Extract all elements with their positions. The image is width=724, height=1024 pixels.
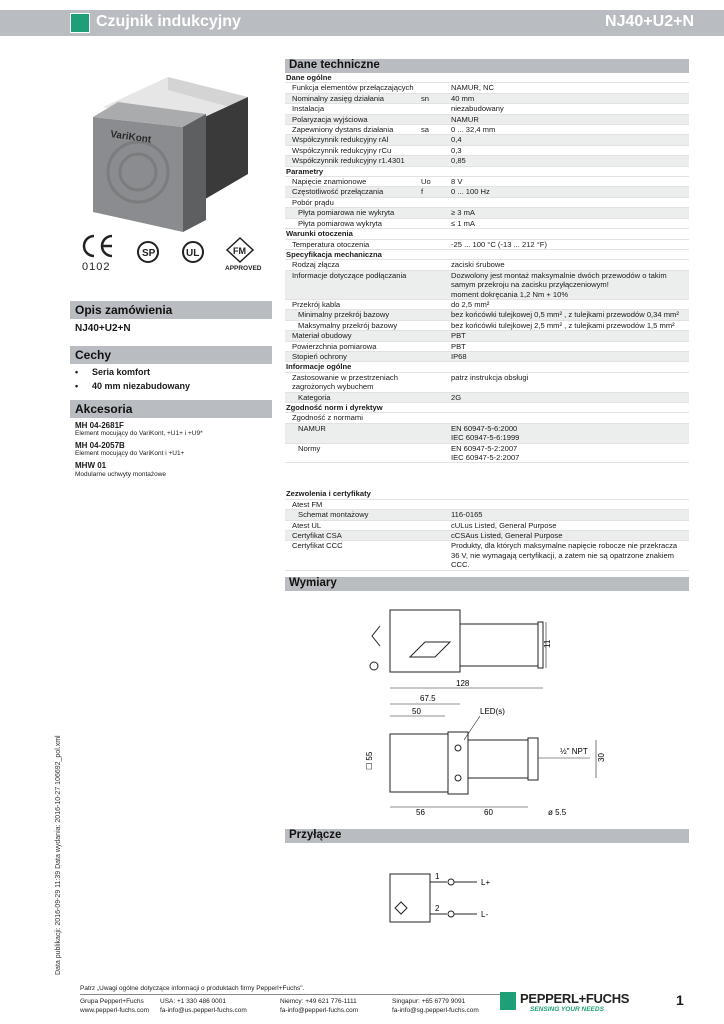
svg-text:2: 2: [435, 904, 440, 913]
spec-row: [285, 300, 689, 310]
spec-label: Napięcie znamionowe: [292, 177, 367, 187]
spec-value: 0,4: [451, 135, 462, 145]
spec-label: Współczynnik redukcyjny rAl: [292, 135, 389, 145]
spec-row: [285, 271, 689, 300]
footer-contact-group: Grupa Pepperl+Fuchs www.pepperl-fuchs.com: [80, 998, 149, 1014]
spec-symbol: [421, 300, 451, 309]
spec-label: Minimalny przekrój bazowy: [298, 310, 390, 320]
spec-value: 0,85: [451, 156, 466, 166]
spec-symbol: sa: [421, 125, 430, 135]
spec-group-heading: Informacje ogólne: [285, 362, 689, 372]
spec-label: Współczynnik redukcyjny r1.4301: [292, 156, 405, 166]
spec-row: [285, 331, 689, 341]
spec-row: [285, 413, 689, 423]
spec-row: [285, 83, 689, 93]
feature-item: • Seria komfort: [75, 367, 150, 377]
spec-symbol: sn: [421, 93, 430, 103]
spec-symbol: [421, 393, 451, 402]
spec-row: [285, 146, 689, 156]
spec-value: bez końcówki tulejkowej 2,5 mm² , z tulejkami przewodów 1,5 mm²: [451, 320, 675, 330]
spec-symbol: [421, 500, 451, 509]
svg-text:1: 1: [435, 872, 440, 881]
brand-label: VariKont: [109, 129, 152, 146]
spec-label: Certyfikat CSA: [292, 531, 342, 541]
spec-value: 0 ... 100 Hz: [451, 187, 490, 197]
spec-symbol: [421, 146, 451, 155]
spec-symbol: [421, 271, 451, 299]
spec-label: Polaryzacja wyjściowa: [292, 114, 368, 124]
spec-label: Częstotliwość przełączania: [292, 187, 384, 197]
spec-symbol: [421, 156, 451, 165]
spec-value: ≥ 3 mA: [451, 208, 476, 218]
spec-row: [285, 310, 689, 320]
spec-symbol: [421, 219, 451, 228]
spec-label: Pobór prądu: [292, 197, 334, 207]
spec-group-heading: Dane ogólne: [285, 73, 689, 83]
spec-symbol: [421, 331, 451, 340]
ce-mark-icon: [84, 236, 112, 256]
order-value: NJ40+U2+N: [75, 323, 131, 334]
spec-value: 2G: [451, 392, 462, 402]
mounting-hole-icon: [370, 662, 378, 670]
spec-label: Zgodność z normami: [292, 413, 363, 423]
spec-value: PBT: [451, 331, 466, 341]
certification-logos: [80, 232, 280, 274]
spec-label: Zastosowanie w przestrzeniach zagrożonych wybuchem: [292, 372, 398, 392]
spec-label: Stopień ochrony: [292, 351, 347, 361]
spec-symbol: [421, 444, 451, 463]
spec-gap: [285, 463, 689, 489]
spec-row: [285, 342, 689, 352]
fm-approved-icon: [225, 238, 262, 272]
spec-row: [285, 321, 689, 331]
spec-label: Atest UL: [292, 520, 322, 530]
spec-row: [285, 424, 689, 444]
spec-label: NAMUR: [298, 423, 326, 433]
spec-row: [285, 198, 689, 208]
svg-text:11: 11: [543, 639, 552, 648]
spec-value: 8 V: [451, 177, 463, 187]
spec-label: Rodzaj złącza: [292, 260, 340, 270]
spec-label: Maksymalny przekrój bazowy: [298, 320, 398, 330]
spec-symbol: [421, 240, 451, 249]
spec-value: Dozwolony jest montaż maksymalnie dwóch przewodów o takim samym przekroju na zacisku przyłączeniowym! moment dokręcania 1,2 Nm + 10%: [451, 270, 667, 299]
spec-symbol: [421, 104, 451, 113]
svg-text:½" NPT: ½" NPT: [560, 747, 588, 756]
spec-row: [285, 531, 689, 541]
spec-value: cCSAus Listed, General Purpose: [451, 531, 563, 541]
spec-row: [285, 352, 689, 362]
spec-label: Kategoria: [298, 392, 331, 402]
spec-label: Płyta pomiarowa wykryta: [298, 218, 382, 228]
svg-text:☐ 55: ☐ 55: [365, 751, 374, 770]
svg-text:APPROVED: APPROVED: [225, 265, 262, 272]
spec-value: 40 mm: [451, 93, 475, 103]
spec-value: 0,3: [451, 145, 462, 155]
spec-label: Atest FM: [292, 499, 323, 509]
spec-row: [285, 444, 689, 464]
spec-row: [285, 240, 689, 250]
accessory-code[interactable]: MH 04-2681F: [75, 421, 124, 430]
logo-mark-icon: [500, 992, 516, 1010]
accessory-code[interactable]: MH 04-2057B: [75, 441, 125, 450]
header-bar: [0, 10, 724, 36]
spec-symbol: [421, 83, 451, 92]
svg-text:60: 60: [484, 808, 493, 817]
spec-row: [285, 187, 689, 197]
svg-text:67.5: 67.5: [420, 694, 436, 703]
spec-symbol: [421, 531, 451, 540]
spec-group-heading: Specyfikacja mechaniczna: [285, 250, 689, 260]
spec-label: Instalacja: [292, 104, 325, 114]
spec-value: cULus Listed, General Purpose: [451, 520, 557, 530]
spec-label: Materiał obudowy: [292, 331, 352, 341]
spec-label: Zapewniony dystans działania: [292, 125, 394, 135]
spec-symbol: [421, 198, 451, 207]
spec-row: [285, 393, 689, 403]
sensor-symbol-icon: [395, 902, 407, 914]
ce-number: 0102: [82, 261, 111, 273]
spec-group-heading: Zezwolenia i certyfikaty: [285, 489, 689, 499]
publication-date-note: Data publikacji: 2016-09-29 11:39 Data wydania: 2016-10-27 106692_pol.xml: [55, 735, 62, 975]
spec-label: Płyta pomiarowa nie wykryta: [298, 208, 395, 218]
order-heading: Opis zamówienia: [70, 301, 272, 319]
accessory-desc: Modularne uchwyty montażowe: [75, 471, 167, 478]
spec-symbol: [421, 510, 451, 519]
ul-mark-icon: [183, 242, 203, 262]
spec-row: [285, 541, 689, 570]
spec-symbol: [421, 115, 451, 124]
csa-mark-icon: [138, 242, 158, 262]
features-heading: Cechy: [70, 346, 272, 364]
spec-symbol: f: [421, 187, 424, 197]
footer-contact-usa: USA: +1 330 486 0001 fa-info@us.pepperl-fuchs.com: [160, 998, 247, 1014]
accessory-desc: Element mocujący do VariKont, +U1+ i +U9*: [75, 430, 203, 437]
page-title: Czujnik indukcyjny: [96, 13, 241, 30]
spec-value: [451, 198, 689, 207]
spec-value: EN 60947-5-6:2000 IEC 60947-5-6:1999: [451, 423, 520, 443]
spec-row: [285, 500, 689, 510]
spec-group-heading: Warunki otoczenia: [285, 229, 689, 239]
svg-text:LED(s): LED(s): [480, 707, 505, 716]
spec-value: -25 ... 100 °C (-13 ... 212 °F): [451, 239, 547, 249]
spec-value: Produkty, dla których maksymalne napięcie robocze nie przekracza 36 V, nie wymagają certyfikacji, a zatem nie są opatrzone znakiem CCC.: [451, 541, 678, 570]
spec-label: Normy: [298, 443, 321, 453]
spec-value: [451, 413, 689, 422]
footer-contact-singapore: Singapur: +65 6779 9091 fa-info@sg.pepperl-fuchs.com: [392, 998, 479, 1014]
accessory-desc: Element mocujący do VariKont i +U1+: [75, 450, 185, 457]
spec-row: [285, 373, 689, 393]
dimensions-heading: Wymiary: [285, 577, 689, 591]
footer-contact-germany: Niemcy: +49 621 776-1111 fa-info@pepperl-fuchs.com: [280, 998, 359, 1014]
spec-label: Nominalny zasięg działania: [292, 93, 385, 103]
spec-symbol: [421, 413, 451, 422]
spec-label: Informacje dotyczące podłączania: [292, 270, 407, 280]
spec-row: [285, 135, 689, 145]
accessories-heading: Akcesoria: [70, 400, 272, 418]
spec-value: 116-0165: [451, 510, 483, 520]
pepperl-fuchs-logo: PEPPERL+FUCHS SENSING YOUR NEEDS: [500, 990, 650, 1014]
svg-text:50: 50: [412, 707, 421, 716]
spec-value: do 2,5 mm²: [451, 299, 490, 309]
spec-symbol: [421, 521, 451, 530]
spec-row: [285, 104, 689, 114]
spec-symbol: [421, 373, 451, 392]
svg-text:L+: L+: [481, 878, 491, 887]
accessory-code[interactable]: MHW 01: [75, 461, 107, 470]
spec-value: niezabudowany: [451, 104, 504, 114]
spec-value: EN 60947-5-2:2007 IEC 60947-5-2:2007: [451, 443, 520, 463]
spec-label: Przekrój kabla: [292, 299, 341, 309]
footer-divider: [80, 994, 500, 995]
spec-value: PBT: [451, 341, 466, 351]
spec-symbol: [421, 424, 451, 443]
spec-symbol: [421, 321, 451, 330]
spec-symbol: [421, 342, 451, 351]
dimension-drawing: [360, 602, 690, 820]
spec-symbol: [421, 208, 451, 217]
spec-value: NAMUR, NC: [451, 83, 495, 93]
spec-symbol: [421, 260, 451, 269]
spec-value: patrz instrukcja obsługi: [451, 372, 529, 382]
spec-row: [285, 177, 689, 187]
page-number: 1: [676, 992, 684, 1008]
spec-label: Schemat montażowy: [298, 510, 369, 520]
spec-row: [285, 260, 689, 270]
spec-value: IP68: [451, 351, 467, 361]
connection-diagram: [385, 866, 505, 926]
product-code: NJ40+U2+N: [605, 13, 694, 30]
spec-symbol: [421, 541, 451, 569]
spec-value: bez końcówki tulejkowej 0,5 mm² , z tulejkami przewodów 0,34 mm²: [451, 310, 679, 320]
spec-label: Certyfikat CCC: [292, 541, 343, 551]
spec-row: [285, 208, 689, 218]
tech-data-heading: Dane techniczne: [285, 59, 689, 73]
spec-value: [451, 500, 689, 509]
spec-label: Temperatura otoczenia: [292, 239, 370, 249]
svg-text:UL: UL: [186, 248, 200, 259]
spec-group-heading: Zgodność norm i dyrektyw: [285, 403, 689, 413]
spec-row: [285, 219, 689, 229]
spec-row: [285, 156, 689, 166]
svg-text:FM: FM: [233, 246, 246, 256]
svg-text:30: 30: [597, 753, 606, 762]
spec-symbol: [421, 135, 451, 144]
spec-value: ≤ 1 mA: [451, 218, 476, 228]
header-square-icon: [70, 13, 90, 33]
spec-symbol: Uo: [421, 177, 431, 187]
svg-text:ø 5.5: ø 5.5: [548, 808, 567, 817]
spec-label: Współczynnik redukcyjny rCu: [292, 145, 392, 155]
spec-label: Powierzchnia pomiarowa: [292, 341, 377, 351]
spec-label: Funkcja elementów przełączających: [292, 83, 414, 93]
spec-table: [285, 73, 689, 571]
spec-row: [285, 94, 689, 104]
svg-text:56: 56: [416, 808, 425, 817]
svg-text:128: 128: [456, 679, 470, 688]
feature-item: • 40 mm niezabudowany: [75, 381, 190, 391]
product-image: [88, 62, 268, 252]
spec-symbol: [421, 310, 451, 319]
spec-symbol: [421, 352, 451, 361]
footer-note: Patrz „Uwagi ogólne dotyczące informacji o produktach firmy Pepperl+Fuchs".: [80, 985, 305, 992]
spec-value: 0 ... 32,4 mm: [451, 125, 496, 135]
svg-text:L-: L-: [481, 910, 489, 919]
spec-row: [285, 521, 689, 531]
connection-heading: Przyłącze: [285, 829, 689, 843]
spec-row: [285, 115, 689, 125]
spec-row: [285, 510, 689, 520]
svg-text:SP: SP: [142, 248, 156, 259]
spec-row: [285, 125, 689, 135]
spec-value: zaciski śrubowe: [451, 260, 505, 270]
spec-value: NAMUR: [451, 114, 479, 124]
spec-group-heading: Parametry: [285, 167, 689, 177]
